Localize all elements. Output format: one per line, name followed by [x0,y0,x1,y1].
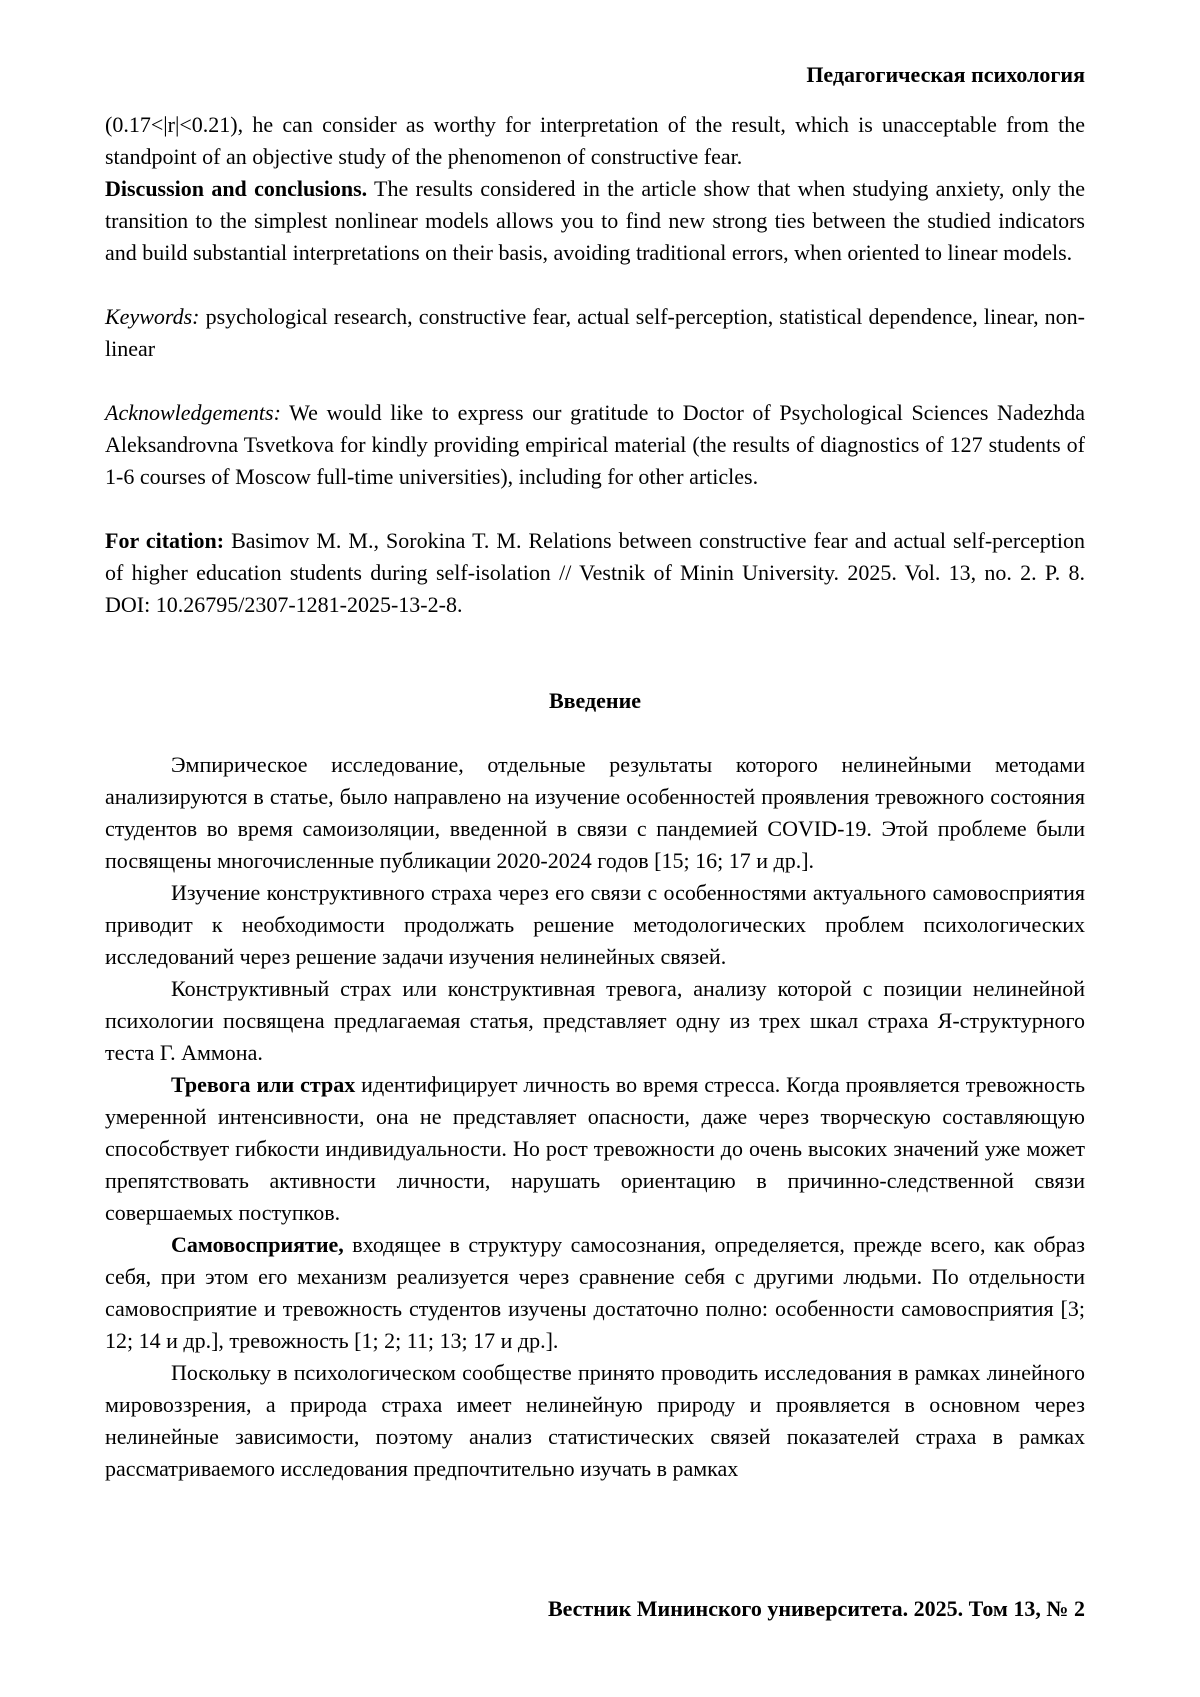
intro-paragraph-5-text: входящее в структуру самосознания, определяется, прежде всего, как образ себя, при этом его механизм реализуется через сравнение себя с другими людьми. По отдельности самовосприятие и тревожность студентов изучены достаточно полно: особенности самовосприятия [3; 12; 14 и др.], тревожность [1; 2; 11; 13; 17 и др.]. [105,1232,1085,1353]
intro-paragraph-1: Эмпирическое исследование, отдельные результаты которого нелинейными методами анализируются в статье, было направлено на изучение особенностей проявления тревожного состояния студентов во время самоизоляции, введенной в связи с пандемией COVID-19. Этой проблеме были посвящены многочисленные публикации 2020-2024 годов [15; 16; 17 и др.]. [105,752,1085,873]
discussion-paragraph [105,173,1085,269]
discussion-label: Discussion and conclusions. [105,176,368,201]
abstract-tail-paragraph: (0.17<|r|<0.21), he can consider as worthy for interpretation of the result, which is unacceptable from the standpoint of an objective study of the phenomenon of constructive fear. [105,112,1085,169]
running-footer: Вестник Мининского университета. 2025. Том 13, № 2 [547,1596,1085,1621]
acknowledgements-label: Acknowledgements: [105,400,281,425]
citation-text: Basimov M. M., Sorokina T. M. Relations between constructive fear and actual self-perception of higher education students during self-isolation // Vestnik of Minin University. 2025. Vol. 13, no. 2. P. 8. DOI: 10.26795/2307-1281-2025-13-2-8. [105,528,1085,617]
citation-paragraph [105,525,1085,621]
intro-paragraph-5-lead: Самовосприятие, [171,1232,344,1257]
intro-paragraph-2: Изучение конструктивного страха через его связи с особенностями актуального самовосприятия приводит к необходимости продолжать решение методологических проблем психологических исследований через решение задачи изучения нелинейных связей. [105,880,1085,969]
citation-label: For citation: [105,528,225,553]
keywords-label: Keywords: [105,304,200,329]
keywords-paragraph [105,301,1085,365]
intro-paragraph-4-text: идентифицирует личность во время стресса. Когда проявляется тревожность умеренной интенсивности, она не представляет опасности, даже через творческую составляющую способствует гибкости индивидуальности. Но рост тревожности до очень высоких значений уже может препятствовать активности личности, нарушать ориентацию в причинно-следственной связи совершаемых поступков. [105,1072,1085,1225]
keywords-text: psychological research, constructive fear, actual self-perception, statistical dependence, linear, non-linear [105,304,1085,361]
acknowledgements-text: We would like to express our gratitude to Doctor of Psychological Sciences Nadezhda Aleksandrovna Tsvetkova for kindly providing empirical material (the results of diagnostics of 127 students of 1-6 courses of Moscow full-time universities), including for other articles. [105,400,1085,489]
acknowledgements-paragraph [105,397,1085,493]
running-header: Педагогическая психология [806,62,1085,87]
intro-paragraph-6: Поскольку в психологическом сообществе принято проводить исследования в рамках линейного мировоззрения, а природа страха имеет нелинейную природу и проявляется в основном через нелинейные зависимости, поэтому анализ статистических связей показателей страха в рамках рассматриваемого исследования предпочтительно изучать в рамках [105,1360,1085,1481]
intro-paragraph-4 [105,1069,1085,1229]
intro-paragraph-3: Конструктивный страх или конструктивная тревога, анализу которой с позиции нелинейной психологии посвящена предлагаемая статья, представляет одну из трех шкал страха Я-структурного теста Г. Аммона. [105,976,1085,1065]
intro-paragraph-4-lead: Тревога или страх [171,1072,356,1097]
introduction-heading: Введение [548,688,642,713]
discussion-text: The results considered in the article show that when studying anxiety, only the transition to the simplest nonlinear models allows you to find new strong ties between the studied indicators and build substantial interpretations on their basis, avoiding traditional errors, when oriented to linear models. [105,176,1085,265]
intro-paragraph-5 [105,1229,1085,1357]
